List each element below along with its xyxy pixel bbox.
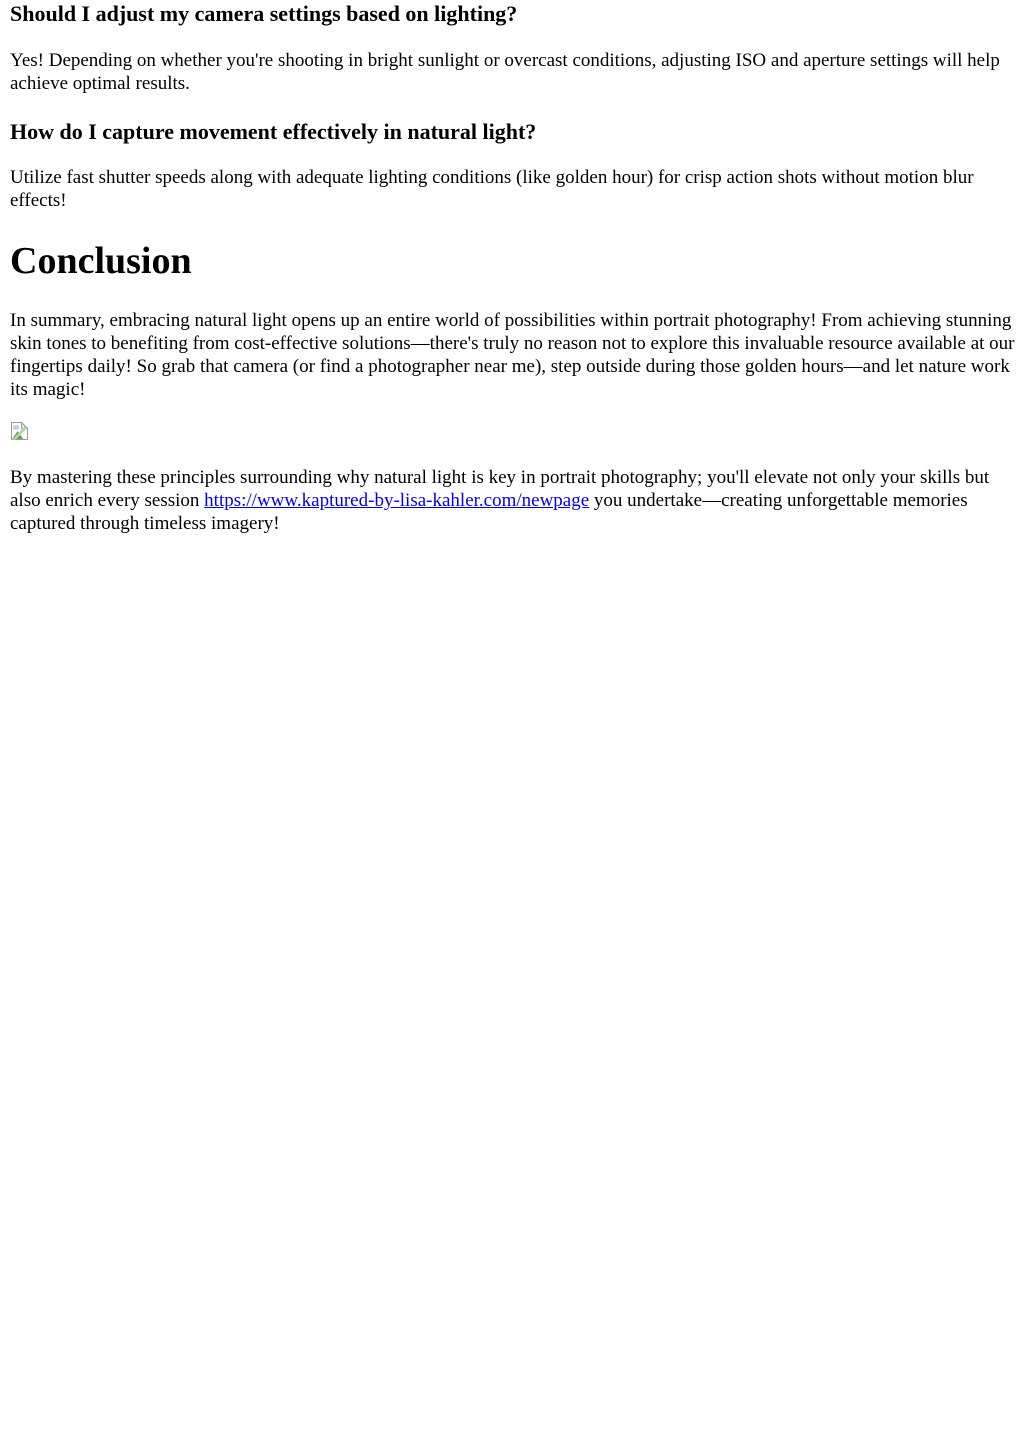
conclusion-heading: Conclusion <box>10 240 192 283</box>
broken-image-icon <box>10 421 29 441</box>
closing-text-before-link: By mastering these principles surrounding why natural light is key in portrait photography; you'll elevate not only your skills but also enrich every session <box>10 467 990 512</box>
faq-answer-capture-movement: Utilize fast shutter speeds along with adequate lighting conditions (like golden hour) for crisp action shots without motion blur effects! <box>10 167 974 212</box>
conclusion-paragraph: In summary, embracing natural light opens up an entire world of possibilities within portrait photography! From achieving stunning skin tones to benefiting from cost-effective solutions—there's truly no reason not to explore this invaluable resource available at our fingertips daily! So grab that camera (or find a photographer near me), step outside during those golden hours—and let nature work its magic! <box>10 310 1015 401</box>
newpage-link[interactable]: https://www.kaptured-by-lisa-kahler.com/newpage <box>204 490 590 512</box>
faq-question-capture-movement: How do I capture movement effectively in natural light? <box>10 118 537 144</box>
broken-image-paragraph <box>10 421 1018 448</box>
article-content <box>10 1 1018 536</box>
closing-paragraph <box>10 467 1018 536</box>
faq-answer-camera-settings: Yes! Depending on whether you're shooting in bright sunlight or overcast conditions, adjusting ISO and aperture settings will help achieve optimal results. <box>10 49 1000 94</box>
closing-text-after-link: you undertake—creating unforgettable memories captured through timeless imagery! <box>10 490 968 535</box>
faq-question-camera-settings: Should I adjust my camera settings based on lighting? <box>10 1 518 26</box>
article-page <box>0 1 1024 1447</box>
